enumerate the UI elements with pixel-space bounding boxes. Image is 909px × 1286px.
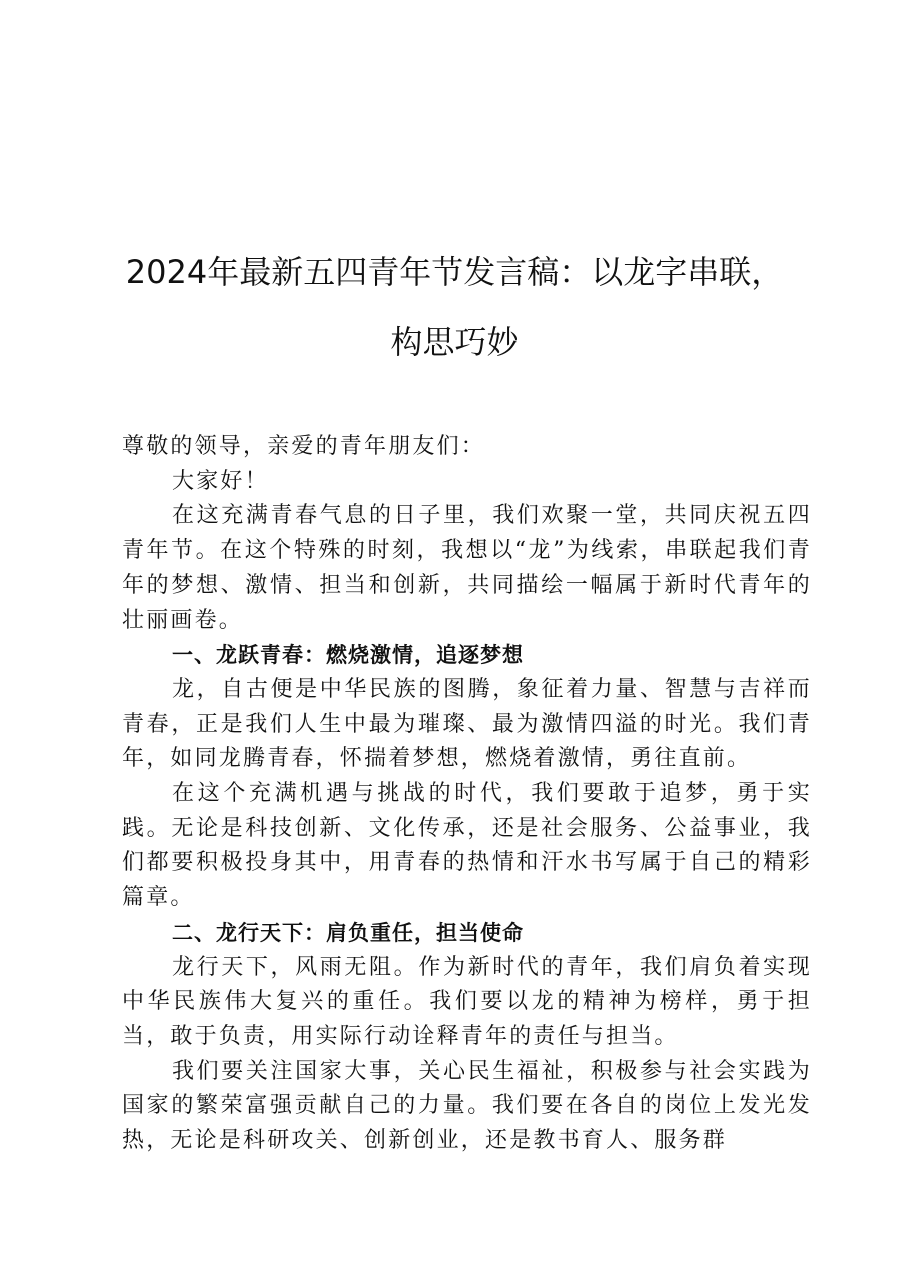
section-1-paragraph-2: 在这个充满机遇与挑战的时代，我们要敢于追梦，勇于实践。无论是科技创新、文化传承，还是社会服务、公益事业，我们都要积极投身其中，用青春的热情和汗水书写属于自己的精彩篇章。 (122, 781, 812, 911)
greeting: 大家好！ (172, 468, 269, 494)
section-2-paragraph-1: 龙行天下，风雨无阻。作为新时代的青年，我们肩负着实现中华民族伟大复兴的重任。我们要以龙的精神为榜样，勇于担当，敢于负责，用实际行动诠释青年的责任与担当。 (122, 954, 812, 1049)
section-2-paragraph-2: 我们要关注国家大事，关心民生福祉，积极参与社会实践为国家的繁荣富强贡献自己的力量。我们要在各自的岗位上发光发热，无论是科研攻关、创新创业，还是教书育人、服务群 (122, 1058, 812, 1154)
document-body (122, 430, 812, 1159)
section-2-heading: 二、龙行天下：肩负重任，担当使命 (172, 920, 524, 945)
salutation: 尊敬的领导，亲爱的青年朋友们： (122, 434, 486, 459)
intro-paragraph: 在这充满青春气息的日子里，我们欢聚一堂，共同庆祝五四青年节。在这个特殊的时刻，我想以“龙”为线索，串联起我们青年的梦想、激情、担当和创新，共同描绘一幅属于新时代青年的壮丽画卷。 (122, 503, 812, 633)
document-title-line-2: 构思巧妙 (390, 323, 519, 361)
section-1-paragraph-1: 龙，自古便是中华民族的图腾，象征着力量、智慧与吉祥而青春，正是我们人生中最为璀璨、最为激情四溢的时光。我们青年，如同龙腾青春，怀揣着梦想，燃烧着激情，勇往直前。 (122, 676, 812, 772)
document-title-line-1: 2024年最新五四青年节发言稿：以龙字串联， (125, 253, 784, 291)
section-1-heading: 一、龙跃青春：燃烧激情，追逐梦想 (172, 643, 524, 668)
